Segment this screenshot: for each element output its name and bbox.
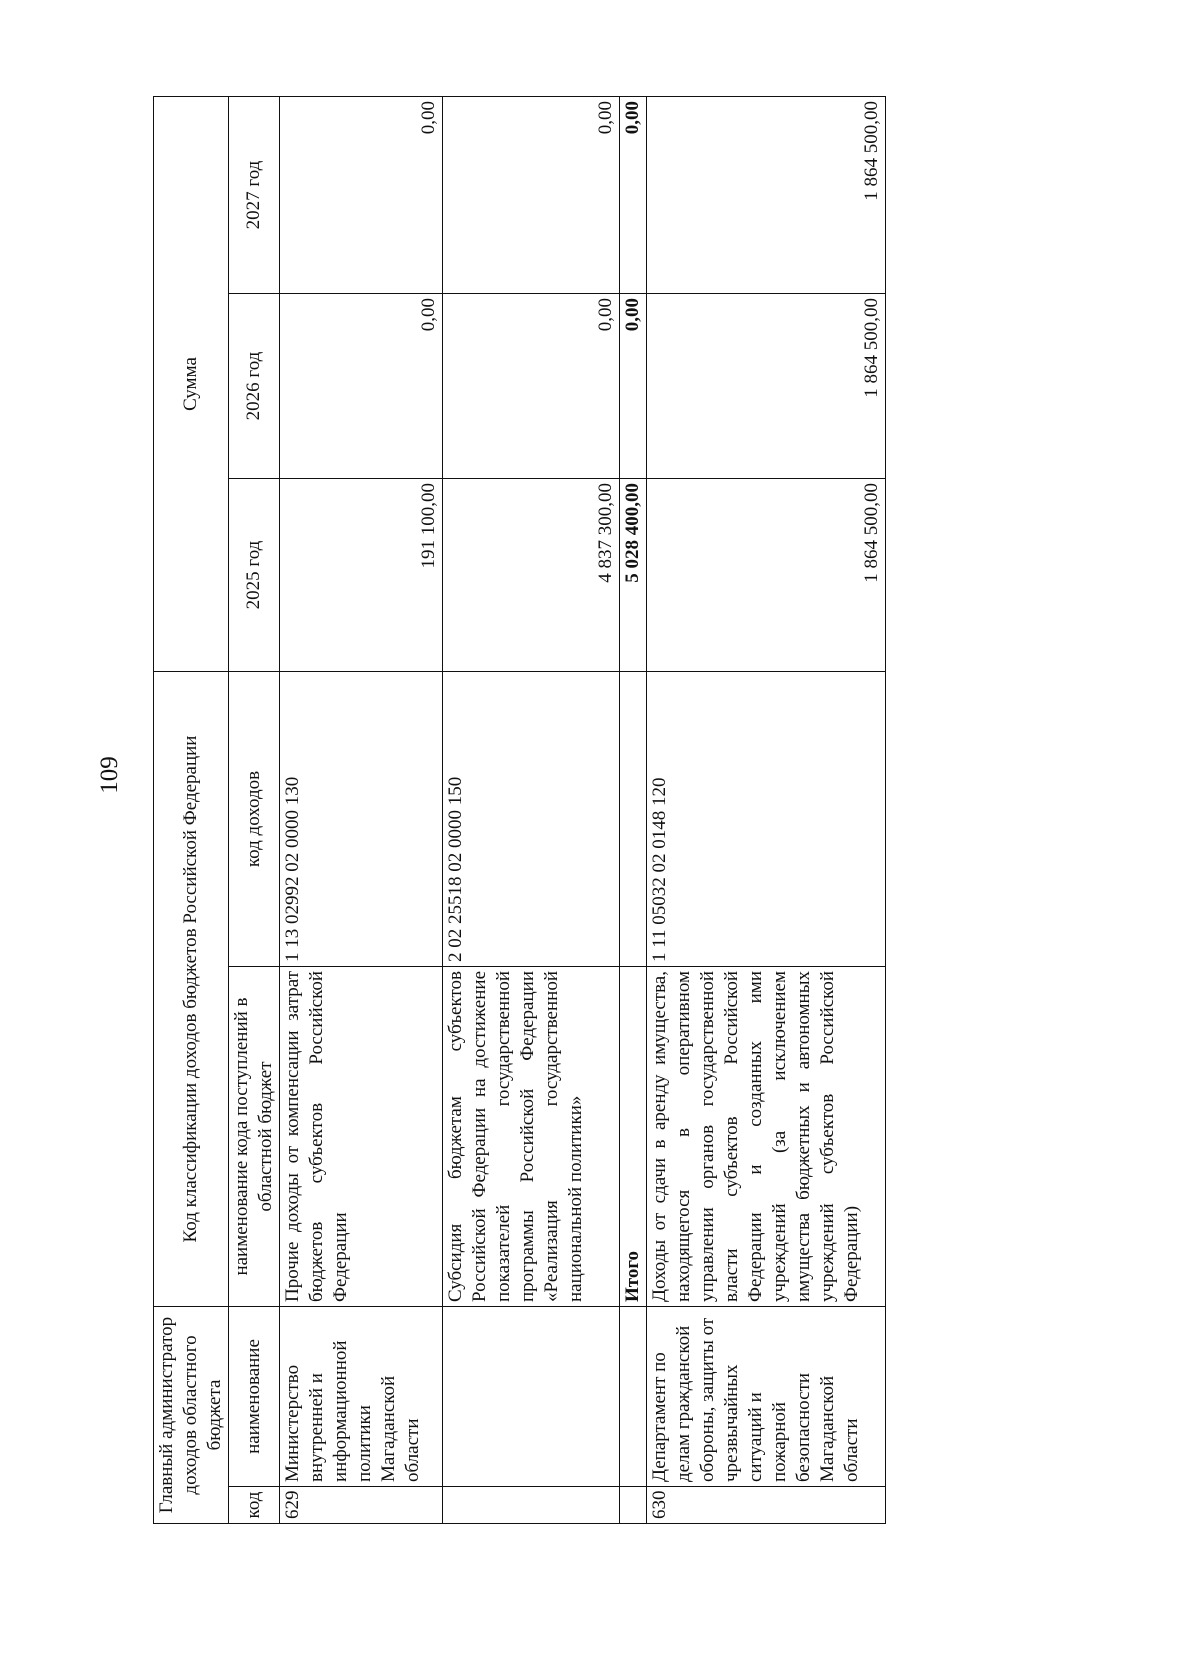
header-row-top <box>154 97 229 1524</box>
header-admin-group: Главный администратор доходов областного бюджета <box>154 1307 229 1524</box>
sum-2026-cell: 0,00 <box>443 294 620 479</box>
table-row <box>647 97 886 1524</box>
sum-2026-cell: 1 864 500,00 <box>647 294 886 479</box>
receipt-name-cell: Доходы от сдачи в аренду имущества, находящегося в оперативном управлении органов государственной власти субъектов Российской Федерации и созданных ими учреждений (за исключением имущества бюджетных и автономных учреждений субъектов Российской Федерации) <box>647 967 886 1307</box>
header-year-2026: 2026 год <box>229 294 280 479</box>
header-year-2027: 2027 год <box>229 97 280 294</box>
page-number: 109 <box>96 756 123 794</box>
receipt-name-cell: Субсидия бюджетам субъектов Российской Федерации на достижение показателей государственной программы Российской Федерации «Реализация государственной национальной политики» <box>443 967 620 1307</box>
header-income-code: код доходов <box>229 672 280 967</box>
sum-2027-cell: 1 864 500,00 <box>647 97 886 294</box>
header-receipt-name: наименование кода поступлений в областной бюджет <box>229 967 280 1307</box>
admin-name-cell <box>443 1307 620 1487</box>
sum-2025-cell: 191 100,00 <box>280 479 443 672</box>
sum-2025-cell: 1 864 500,00 <box>647 479 886 672</box>
header-code: код <box>229 1487 280 1524</box>
header-sum-group: Сумма <box>154 97 229 672</box>
total-label-cell: Итого <box>620 967 647 1307</box>
table-row <box>443 97 620 1524</box>
header-kbk-group: Код классификации доходов бюджетов Российской Федерации <box>154 672 229 1307</box>
receipt-name-cell: Прочие доходы от компенсации затрат бюджетов субъектов Российской Федерации <box>280 967 443 1307</box>
admin-name-cell <box>620 1307 647 1487</box>
total-row <box>620 97 647 1524</box>
sum-2027-cell: 0,00 <box>443 97 620 294</box>
header-row-bottom <box>229 97 280 1524</box>
table-row <box>280 97 443 1524</box>
header-name: наименование <box>229 1307 280 1487</box>
header-year-2025: 2025 год <box>229 479 280 672</box>
sum-2027-cell: 0,00 <box>280 97 443 294</box>
sum-2025-cell: 4 837 300,00 <box>443 479 620 672</box>
income-code-cell: 2 02 25518 02 0000 150 <box>443 672 620 967</box>
admin-name-cell: Департамент по делам гражданской обороны, защиты от чрезвычайных ситуаций и пожарной безопасности Магаданской области <box>647 1307 886 1487</box>
admin-code-cell: 630 <box>647 1487 886 1524</box>
income-code-cell: 1 13 02992 02 0000 130 <box>280 672 443 967</box>
admin-name-cell: Министерство внутренней и информационной политики Магаданской области <box>280 1307 443 1487</box>
total-2026-cell: 0,00 <box>620 294 647 479</box>
income-code-cell: 1 11 05032 02 0148 120 <box>647 672 886 967</box>
total-2025-cell: 5 028 400,00 <box>620 479 647 672</box>
admin-code-cell <box>620 1487 647 1524</box>
total-2027-cell: 0,00 <box>620 97 647 294</box>
admin-code-cell: 629 <box>280 1487 443 1524</box>
admin-code-cell <box>443 1487 620 1524</box>
sum-2026-cell: 0,00 <box>280 294 443 479</box>
revenue-table <box>153 96 886 1524</box>
rotated-page-content <box>153 97 882 1524</box>
income-code-cell <box>620 672 647 967</box>
